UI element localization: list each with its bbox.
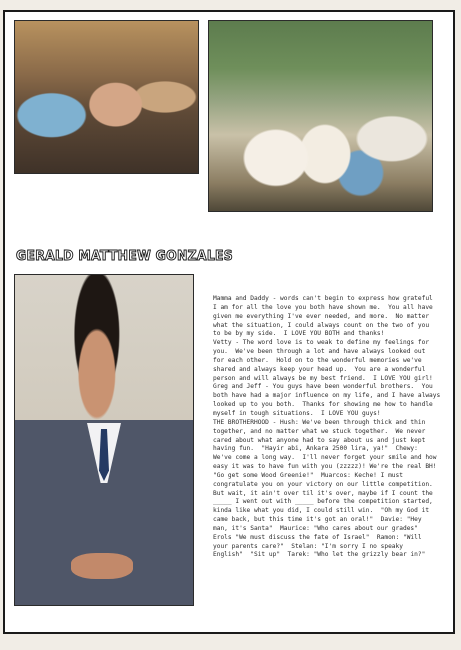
tribute-line: kinda like what you did, I could still win. "Oh my God it — [213, 507, 430, 515]
tribute-line: I am for all the love you both have shown me. You all have — [213, 303, 433, 311]
senior-portrait-photo — [14, 274, 194, 606]
tribute-line: looked up to you both. Thanks for showing me how to handle — [213, 401, 433, 409]
tribute-line: to be by my side. I LOVE YOU BOTH and thanks! — [213, 330, 385, 338]
tribute-line: person and will always be my best friend. I LOVE YOU girl! — [213, 374, 433, 382]
senior-name-heading: GERALD MATTHEW GONZALES — [16, 248, 234, 264]
group-photo-friends — [14, 20, 199, 174]
family-photo — [208, 20, 433, 212]
tribute-line: your parents care?" Stelan: "I'm sorry I no speaky — [213, 542, 403, 550]
tribute-line: English" "Sit up" Tarek: "Who let the grizzly bear in?" — [213, 551, 426, 559]
tribute-line: But wait, it ain't over til it's over, maybe if I count the — [213, 489, 433, 497]
tribute-line: what the situation, I could always count on the two of you — [213, 321, 430, 329]
tribute-line: We've come a long way. I'll never forget your smile and how — [213, 454, 437, 462]
tribute-line: Erols "We must discuss the fate of Israel" Ramon: "Will — [213, 533, 422, 541]
tribute-line: you. We've been through a lot and have always looked out — [213, 348, 426, 356]
tribute-line: Vetty - The word love is to weak to define my feelings for — [213, 339, 430, 347]
tribute-line: THE BROTHERHOOD - Hush: We've been through thick and thin — [213, 418, 426, 426]
tribute-line: together, and no matter what we stuck together. We never — [213, 427, 426, 435]
tribute-text — [213, 295, 443, 560]
tribute-line: _____ I went out with _____ before the competition started, — [213, 498, 433, 506]
tribute-line: came back, but this time it's got an oral!" Davie: "Hey — [213, 516, 422, 524]
portrait-hands — [71, 553, 133, 579]
tribute-line: myself in tough situations. I LOVE YOU guys! — [213, 409, 381, 417]
tribute-line: given me everything I've ever needed, and more. No matter — [213, 312, 430, 320]
tribute-line: having fun. "Hayir abi, Ankara 2500 lira, ya!" Chewy: — [213, 445, 418, 453]
tribute-line: shared and always keep your head up. You are a wonderful — [213, 365, 426, 373]
tribute-line: Greg and Jeff - You guys have been wonderful brothers. You — [213, 383, 433, 391]
tribute-line: for each other. Hold on to the wonderful memories we've — [213, 356, 422, 364]
tribute-line: both have had a major influence on my life, and I have always — [213, 392, 441, 400]
tribute-line: man, it's Santa" Maurice: "Who cares about our grades" — [213, 524, 418, 532]
tribute-line: "Go get some Wood Greenie!" Muarcos: Keche! I must — [213, 471, 403, 479]
tribute-line: Mamma and Daddy - words can't begin to express how grateful — [213, 295, 433, 302]
tribute-line: easy it was to have fun with you (zzzzz)! We're the real BH! — [213, 463, 437, 471]
tribute-line: congratulate you on your victory on our little competition. — [213, 480, 433, 488]
tribute-line: cared about what anyone had to say about us and just kept — [213, 436, 426, 444]
